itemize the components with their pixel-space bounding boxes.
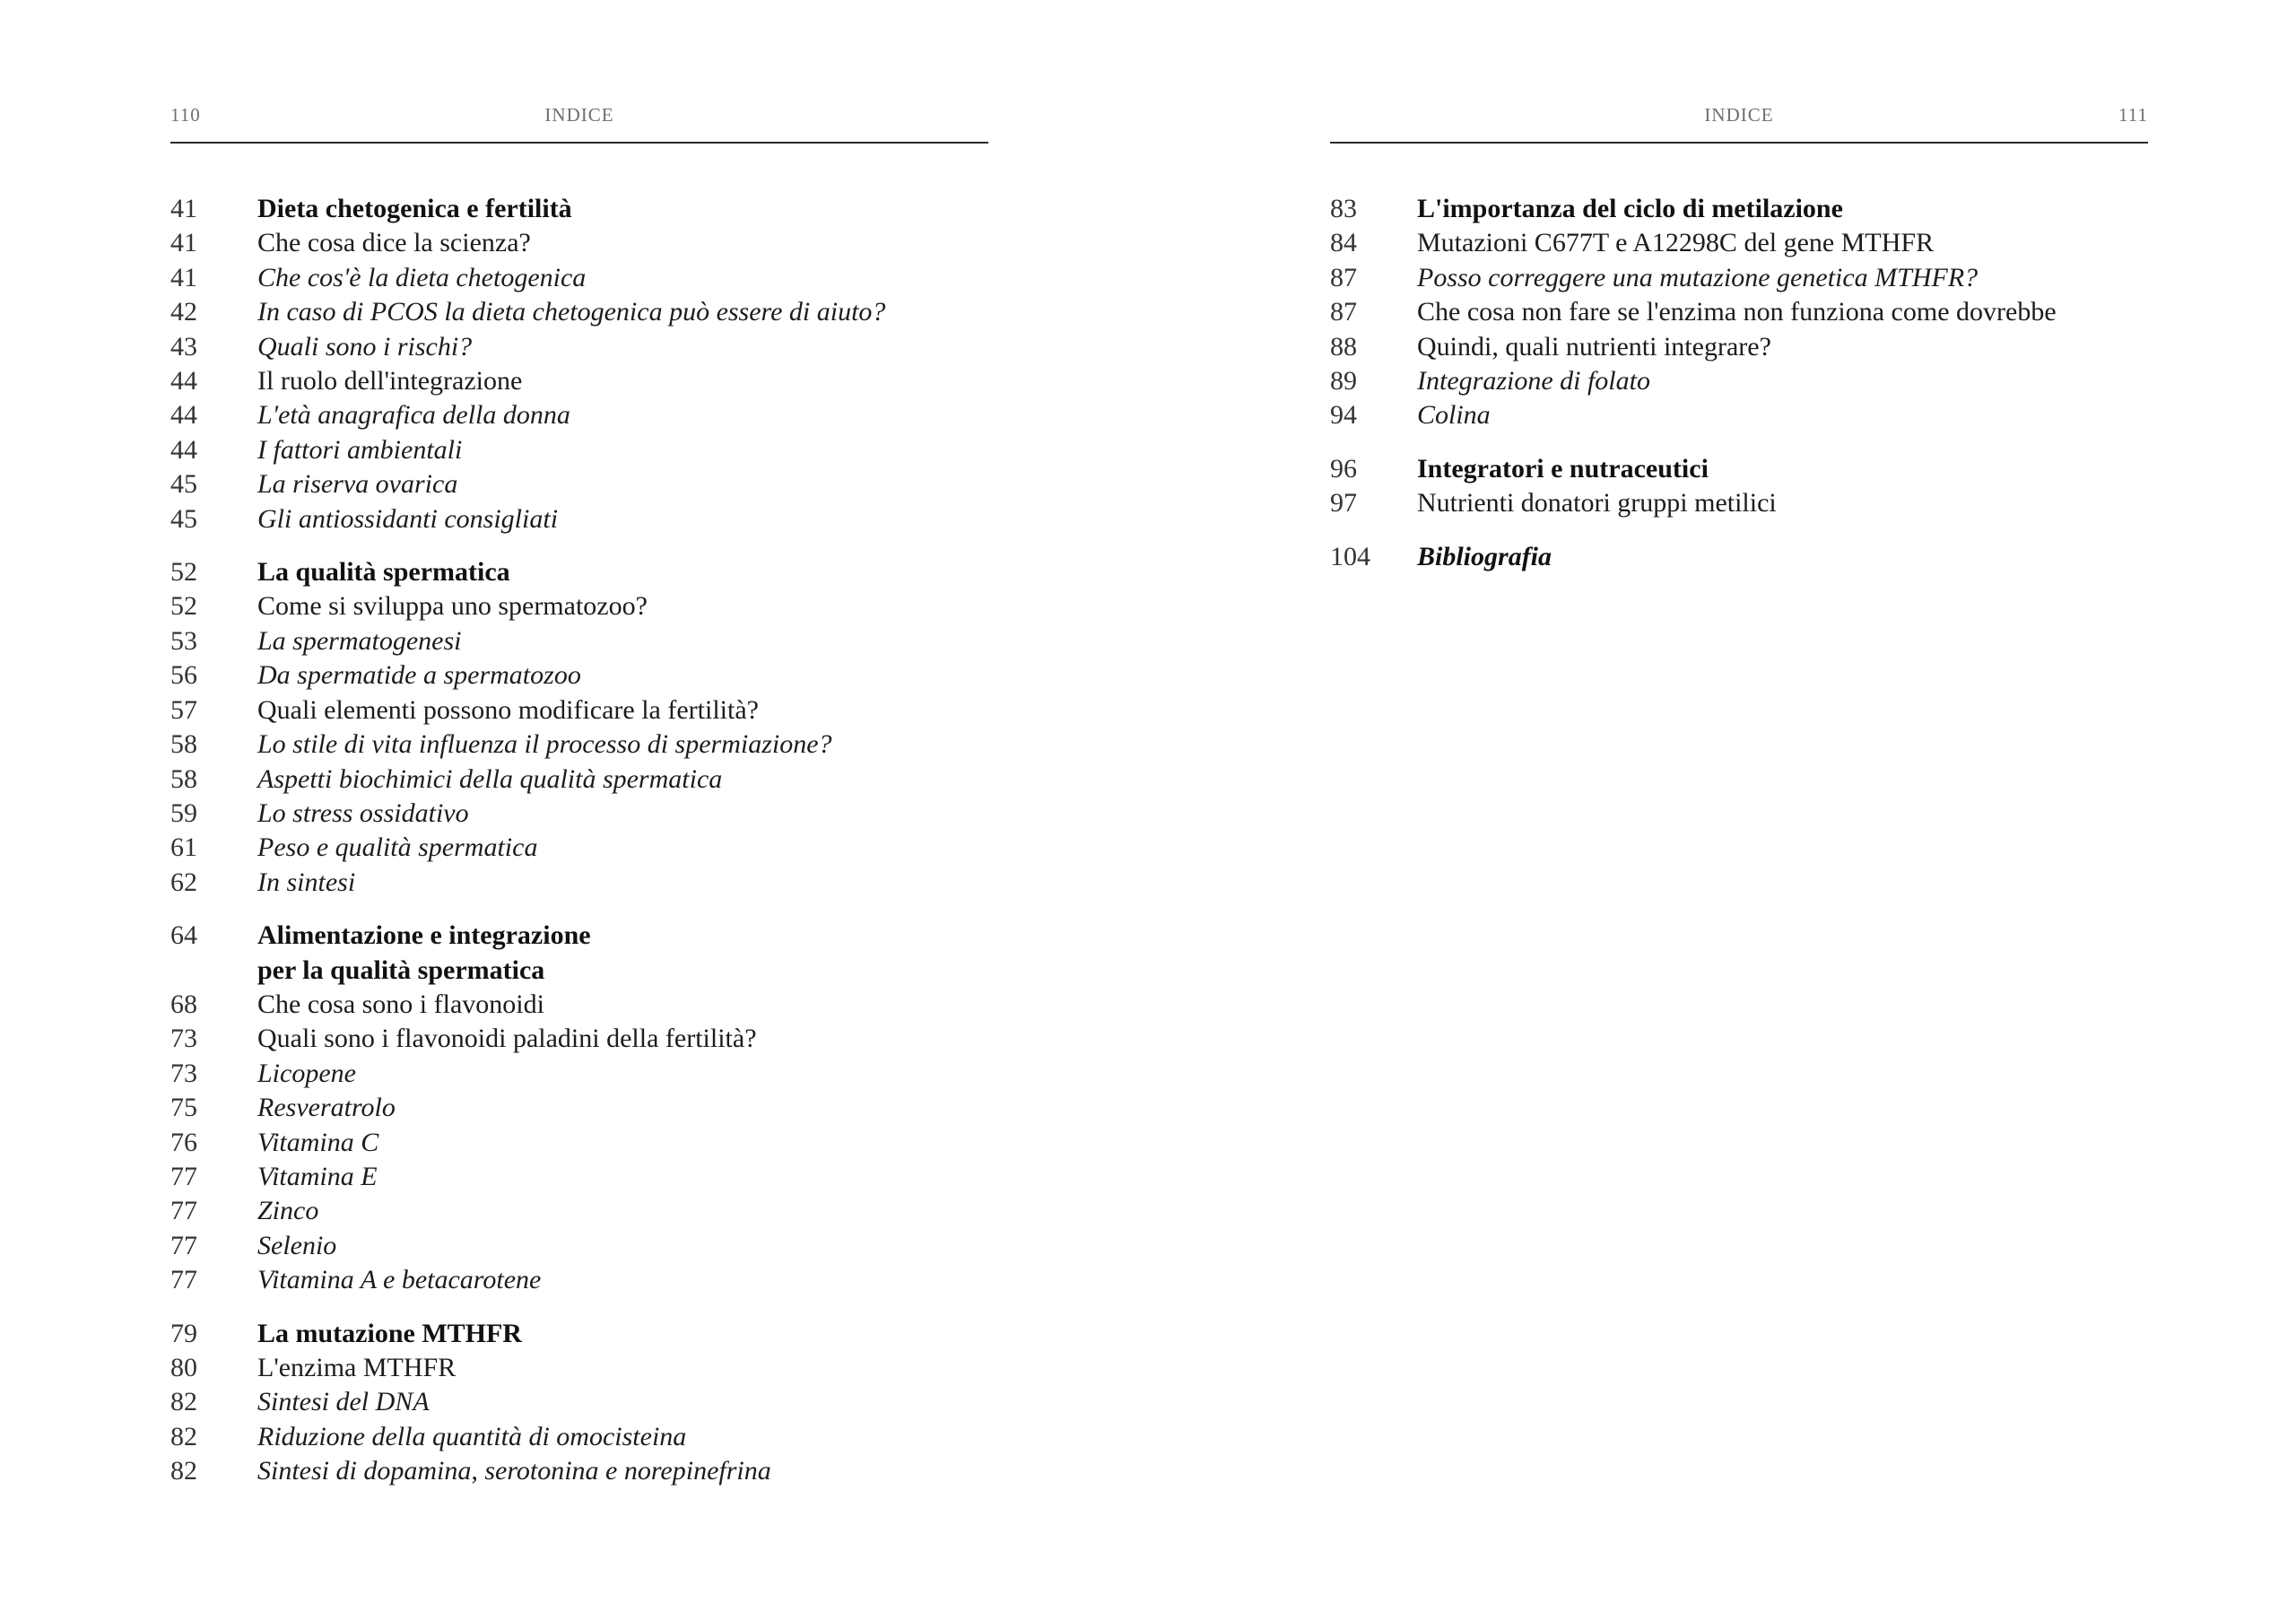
toc-entry-title: Bibliografia — [1417, 541, 1552, 571]
toc-entry-title: Vitamina A e betacarotene — [257, 1265, 542, 1295]
toc-entry[interactable] — [170, 398, 988, 432]
toc-page-number: 73 — [170, 1058, 197, 1088]
toc-entry[interactable] — [1330, 261, 2148, 295]
toc-chapter-entry[interactable] — [170, 1317, 988, 1351]
toc-entry-title: La spermatogenesi — [257, 625, 462, 656]
toc-entry-title: Quali elementi possono modificare la fertilità? — [257, 694, 759, 725]
toc-entry[interactable] — [170, 330, 988, 364]
toc-entry[interactable] — [170, 1160, 988, 1194]
toc-entry-title: La mutazione MTHFR — [257, 1318, 522, 1348]
toc-entry[interactable] — [170, 797, 988, 831]
toc-entry-title: Da spermatide a spermatozoo — [257, 660, 581, 691]
toc-entry-title: La riserva ovarica — [257, 469, 458, 500]
toc-entry[interactable] — [1330, 486, 2148, 520]
toc-page-number: 84 — [1330, 228, 1357, 258]
toc-page-number: 57 — [170, 694, 197, 725]
toc-entry-title: Sintesi di dopamina, serotonina e norepinefrina — [257, 1456, 771, 1486]
toc-entry-title: Sintesi del DNA — [257, 1387, 430, 1417]
toc-page-number: 104 — [1330, 541, 1370, 571]
toc-page-number: 82 — [170, 1421, 197, 1451]
toc-page-number: 76 — [170, 1127, 197, 1157]
toc-page-number: 87 — [1330, 262, 1357, 292]
toc-page-number: 43 — [170, 331, 197, 362]
toc-page-number: 41 — [170, 194, 197, 223]
toc-entry-title: Colina — [1417, 400, 1491, 431]
toc-page-number: 77 — [170, 1196, 197, 1226]
toc-entry[interactable] — [170, 467, 988, 501]
toc-page-number: 88 — [1330, 331, 1357, 362]
toc-page-number: 82 — [170, 1387, 197, 1417]
toc-entry[interactable] — [170, 1263, 988, 1297]
toc-entry-title: Gli antiossidanti consigliati — [257, 503, 559, 534]
toc-entry-title: Resveratrolo — [257, 1093, 396, 1123]
toc-page-number: 97 — [1330, 488, 1357, 519]
toc-entry-title: Nutrienti donatori gruppi metilici — [1417, 488, 1777, 519]
toc-entry[interactable] — [170, 693, 988, 728]
toc-section — [170, 1317, 988, 1489]
toc-page-number: 68 — [170, 989, 197, 1019]
toc-chapter-entry[interactable] — [170, 919, 988, 988]
toc-page-number: 41 — [170, 262, 197, 292]
toc-entry[interactable] — [170, 433, 988, 467]
toc-entry[interactable] — [170, 866, 988, 900]
header-rule — [170, 142, 988, 144]
toc-page-number: 89 — [1330, 366, 1357, 397]
toc-entry[interactable] — [170, 1420, 988, 1454]
toc-section — [170, 919, 988, 1297]
toc-section — [170, 192, 988, 536]
toc-entry[interactable] — [170, 1057, 988, 1091]
toc-page-number: 44 — [170, 366, 197, 397]
running-title: INDICE — [544, 104, 614, 126]
toc-entry[interactable] — [1330, 364, 2148, 398]
toc-page-number: 61 — [170, 832, 197, 863]
toc-entry[interactable] — [170, 988, 988, 1022]
toc-entry[interactable] — [1330, 295, 2148, 329]
toc-entry[interactable] — [170, 1229, 988, 1263]
toc-chapter-entry[interactable] — [170, 192, 988, 226]
toc-entry[interactable] — [1330, 398, 2148, 432]
toc-page-number: 56 — [170, 660, 197, 691]
toc-page-number: 58 — [170, 763, 197, 794]
toc-page-number: 64 — [170, 920, 197, 951]
right-page — [1330, 0, 2148, 1621]
toc-entry-title: Aspetti biochimici della qualità spermatica — [257, 763, 723, 794]
toc-page-number: 44 — [170, 400, 197, 431]
toc-page-number: 45 — [170, 469, 197, 500]
running-head — [170, 104, 988, 131]
toc-entry[interactable] — [170, 763, 988, 797]
toc-entry[interactable] — [170, 658, 988, 693]
toc-entry-title: Il ruolo dell'integrazione — [257, 366, 523, 397]
toc-page-number: 94 — [1330, 400, 1357, 431]
toc-section — [1330, 452, 2148, 521]
left-page — [170, 0, 988, 1621]
toc-entry-title: Come si sviluppa uno spermatozoo? — [257, 591, 648, 622]
toc-entry-title: Selenio — [257, 1230, 337, 1260]
toc-entry-title: Che cosa dice la scienza? — [257, 228, 531, 258]
toc-entry-title: L'importanza del ciclo di metilazione — [1417, 194, 1843, 223]
toc-page-number: 45 — [170, 503, 197, 534]
toc-entry-title: L'enzima MTHFR — [257, 1353, 457, 1382]
toc-entry-title — [257, 919, 988, 988]
toc-entry[interactable] — [1330, 226, 2148, 260]
toc-entry[interactable] — [170, 624, 988, 658]
page-number: 110 — [170, 104, 201, 126]
toc-entry[interactable] — [170, 502, 988, 536]
toc-entry-title: Peso e qualità spermatica — [257, 832, 538, 863]
toc-page-number: 59 — [170, 797, 197, 828]
toc-page-number: 77 — [170, 1230, 197, 1260]
toc-entry[interactable] — [170, 226, 988, 260]
toc-entry-title: In sintesi — [257, 867, 356, 897]
toc-page-number: 62 — [170, 867, 197, 897]
toc-entry-title: Integrazione di folato — [1417, 366, 1650, 397]
toc-entry-title: Che cosa sono i flavonoidi — [257, 989, 544, 1019]
toc-entry-title: Posso correggere una mutazione genetica MTHFR? — [1417, 262, 1979, 292]
toc-entry-title: Dieta chetogenica e fertilità — [257, 194, 572, 223]
toc-page-number: 77 — [170, 1161, 197, 1191]
toc-entry-title: In caso di PCOS la dieta chetogenica può essere di aiuto? — [257, 297, 886, 327]
toc-page-number: 53 — [170, 625, 197, 656]
toc-entry-title: Vitamina C — [257, 1127, 379, 1157]
toc-page-number: 87 — [1330, 297, 1357, 327]
table-of-contents — [1330, 192, 2148, 593]
toc-page-number: 80 — [170, 1353, 197, 1382]
toc-page-number: 52 — [170, 557, 197, 588]
table-of-contents — [170, 192, 988, 1508]
toc-entry[interactable] — [170, 1454, 988, 1488]
toc-entry[interactable] — [170, 1091, 988, 1125]
toc-entry-title: Quali sono i rischi? — [257, 331, 473, 362]
toc-entry-title: Quali sono i flavonoidi paladini della fertilità? — [257, 1024, 757, 1054]
toc-entry-title: Quindi, quali nutrienti integrare? — [1417, 331, 1771, 362]
toc-entry-title: Zinco — [257, 1196, 319, 1226]
toc-page-number: 83 — [1330, 194, 1357, 223]
toc-entry[interactable] — [170, 1194, 988, 1228]
toc-entry[interactable] — [170, 295, 988, 329]
toc-entry[interactable] — [170, 261, 988, 295]
toc-page-number: 82 — [170, 1456, 197, 1486]
running-head — [1330, 104, 2148, 131]
toc-entry[interactable] — [170, 1126, 988, 1160]
toc-section — [1330, 192, 2148, 433]
toc-entry-title-line: per la qualità spermatica — [257, 954, 545, 985]
toc-entry-title: I fattori ambientali — [257, 434, 463, 465]
toc-section — [1330, 540, 2148, 574]
toc-entry-title: Licopene — [257, 1058, 356, 1088]
toc-entry-title: Integratori e nutraceutici — [1417, 453, 1709, 484]
toc-page-number: 41 — [170, 228, 197, 258]
toc-entry[interactable] — [170, 1351, 988, 1385]
page-number: 111 — [2118, 104, 2148, 126]
toc-page-number: 96 — [1330, 453, 1357, 484]
toc-entry-title: La qualità spermatica — [257, 557, 510, 588]
toc-entry-title: L'età anagrafica della donna — [257, 400, 570, 431]
toc-entry[interactable] — [170, 589, 988, 623]
toc-page-number: 73 — [170, 1024, 197, 1054]
toc-entry[interactable] — [1330, 330, 2148, 364]
toc-entry-title: Mutazioni C677T e A12298C del gene MTHFR — [1417, 228, 1935, 258]
toc-entry-title: Riduzione della quantità di omocisteina — [257, 1421, 687, 1451]
toc-entry-title: Lo stile di vita influenza il processo di spermiazione? — [257, 729, 832, 760]
toc-chapter-entry[interactable] — [170, 555, 988, 589]
toc-page-number: 58 — [170, 729, 197, 760]
toc-page-number: 42 — [170, 297, 197, 327]
toc-entry[interactable] — [170, 1022, 988, 1056]
toc-entry-title: Che cosa non fare se l'enzima non funziona come dovrebbe — [1417, 297, 2057, 327]
toc-entry-title-line: Alimentazione e integrazione — [257, 920, 591, 951]
toc-entry[interactable] — [170, 364, 988, 398]
toc-chapter-entry[interactable] — [1330, 452, 2148, 486]
toc-page-number: 52 — [170, 591, 197, 622]
toc-entry-title: Lo stress ossidativo — [257, 797, 469, 828]
toc-page-number: 77 — [170, 1265, 197, 1295]
toc-entry[interactable] — [170, 728, 988, 762]
header-rule — [1330, 142, 2148, 144]
toc-chapter-entry[interactable] — [1330, 192, 2148, 226]
toc-entry-title: Che cos'è la dieta chetogenica — [257, 262, 587, 292]
toc-entry[interactable] — [170, 831, 988, 865]
toc-page-number: 44 — [170, 434, 197, 465]
toc-entry[interactable] — [170, 1385, 988, 1419]
toc-page-number: 79 — [170, 1318, 197, 1348]
toc-chapter-entry[interactable] — [1330, 540, 2148, 574]
toc-entry-title: Vitamina E — [257, 1161, 378, 1191]
toc-section — [170, 555, 988, 900]
running-title: INDICE — [1704, 104, 1774, 126]
toc-page-number: 75 — [170, 1093, 197, 1123]
